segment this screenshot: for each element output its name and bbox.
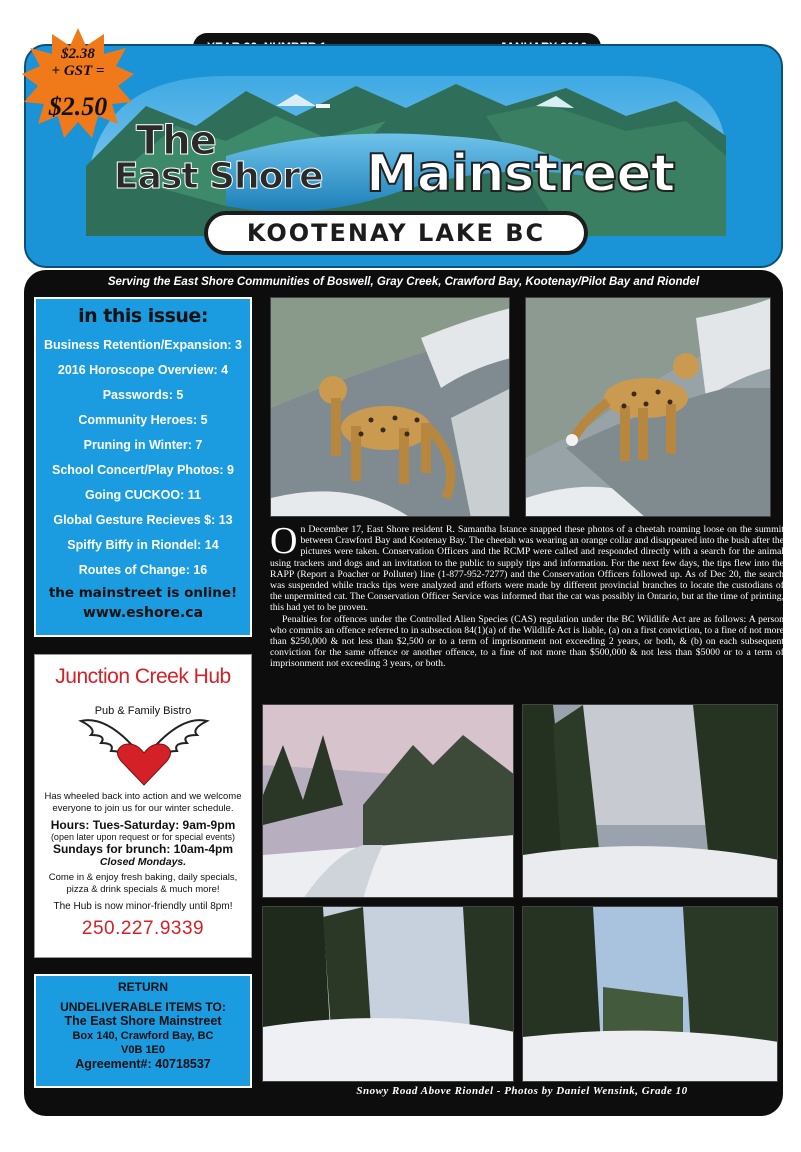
issue-list	[36, 333, 250, 583]
issue-item[interactable]: Community Heroes: 5	[78, 413, 208, 427]
snowy-road-photo-1	[262, 704, 514, 898]
website-link[interactable]: www.eshore.ca	[82, 605, 204, 621]
masthead-title-the: The	[136, 118, 216, 164]
return-postal-code: V0B 1E0	[120, 1044, 166, 1056]
snowy-road-photo-4	[522, 906, 778, 1082]
ad-intro: Has wheeled back into action and we welcome everyone to join us for our winter schedule.	[44, 791, 242, 814]
photo-caption: Snowy Road Above Riondel - Photos by Daniel Wensink, Grade 10	[356, 1085, 688, 1097]
article-paragraph-1	[270, 520, 784, 614]
junction-creek-hub-ad	[34, 654, 252, 958]
ad-details	[39, 791, 247, 940]
price-gst-label: + GST =	[51, 63, 105, 79]
cheetah-article	[270, 520, 784, 670]
return-label: RETURN	[118, 980, 168, 994]
issue-item[interactable]: Passwords: 5	[102, 388, 184, 402]
issue-item[interactable]: Going CUCKOO: 11	[85, 488, 201, 502]
price-total: $2.50	[48, 92, 108, 121]
issue-item[interactable]: Routes of Change: 16	[78, 563, 208, 577]
issue-item[interactable]: Pruning in Winter: 7	[83, 438, 203, 452]
masthead-title-east-shore: East Shore	[114, 156, 323, 197]
masthead-subtitle: KOOTENAY LAKE BC	[204, 211, 588, 255]
article-paragraph-1-text: n December 17, East Shore resident R. Samantha Istance snapped these photos of a cheetah roaming loose on the summit between Crawford Bay and Kootenay Bay. The cheetah was wearing an orange collar and disappeared into the bush after the pictures were taken. Conservation Officers and the RCMP were called and responded directly with a search for the animal using trackers and dogs and an invitation to the public to supply tips and information. For the next few days, the tips flew into the RAPP (Report a Poacher or Polluter) line (1-877-952-7277) and the Conservation Officers followed up. As of Dec 20, the search was suspended while tracks tips were analyzed and efforts were made by different provincial branches to locate the custodians of the unpermitted cat. The Conservation Officer Service was informed that the cat was possibly in Ontario, but at the time of printing, this had yet to be proven.	[270, 524, 784, 614]
cheetah-photo-1	[270, 297, 510, 517]
price-pre-tax	[22, 46, 134, 80]
article-paragraph-2: Penalties for offences under the Controlled Alien Species (CAS) regulation under the BC Wildlife Act are as follows: A person who commits an offence referred to in subsection 84(1)(a) of the Wildlife Act is liable, (a) on a first conviction, to a fine of not more than $250,000 & not less than $2,500 or to a term of imprisonment not exceeding 2 years, or both, & (b) on each subsequent conviction for the same offence or another offence, to a fine of not more than $500,000 & not less than $5000 or to a term of imprisonment not exceeding 3 years, or both.	[270, 613, 784, 670]
ad-hours-note: (open later upon request or for special events)	[50, 832, 236, 842]
return-address-box	[34, 974, 252, 1088]
ad-sunday-hours: Sundays for brunch: 10am-4pm	[52, 842, 234, 856]
return-agreement-number: Agreement#: 40718537	[75, 1057, 211, 1071]
in-this-issue-box	[34, 297, 252, 637]
cheetah-photo-2	[525, 297, 771, 517]
ad-subtitle: Pub & Family Bistro	[94, 705, 192, 717]
in-this-issue-heading: in this issue:	[78, 305, 208, 327]
ad-minor-friendly: The Hub is now minor-friendly until 8pm!	[53, 901, 233, 912]
return-publication: The East Shore Mainstreet	[64, 1014, 222, 1028]
issue-item[interactable]: 2016 Horoscope Overview: 4	[57, 363, 229, 377]
issue-item[interactable]: Global Gesture Recieves $: 13	[53, 513, 233, 527]
return-undeliverable: UNDELIVERABLE ITEMS TO:	[60, 1000, 226, 1014]
ad-business-name: Junction Creek Hub	[55, 665, 231, 688]
serving-tagline: Serving the East Shore Communities of Boswell, Gray Creek, Crawford Bay, Kootenay/Pilot Bay and Riondel	[107, 276, 700, 288]
price-pre-tax-value: $2.38	[61, 46, 95, 62]
issue-item[interactable]: Spiffy Biffy in Riondel: 14	[67, 538, 219, 552]
article-dropcap: O	[270, 520, 298, 562]
ad-closed-days: Closed Mondays.	[99, 856, 187, 868]
issue-item[interactable]: School Concert/Play Photos: 9	[52, 463, 234, 477]
price-badge	[22, 28, 134, 138]
snowy-road-photo-2	[522, 704, 778, 898]
snowy-road-photo-3	[262, 906, 514, 1082]
return-box-address: Box 140, Crawford Bay, BC	[72, 1030, 214, 1042]
issue-item[interactable]: Business Retention/Expansion: 3	[44, 338, 242, 352]
ad-hours: Hours: Tues-Saturday: 9am-9pm	[50, 818, 236, 832]
winged-heart-icon	[77, 695, 211, 789]
masthead-title-mainstreet: Mainstreet	[366, 144, 675, 204]
online-notice: the mainstreet is online!	[48, 585, 238, 601]
ad-phone-number[interactable]: 250.227.9339	[81, 918, 205, 939]
masthead	[24, 44, 783, 268]
ad-offer: Come in & enjoy fresh baking, daily specials, pizza & drink specials & much more!	[48, 872, 238, 895]
